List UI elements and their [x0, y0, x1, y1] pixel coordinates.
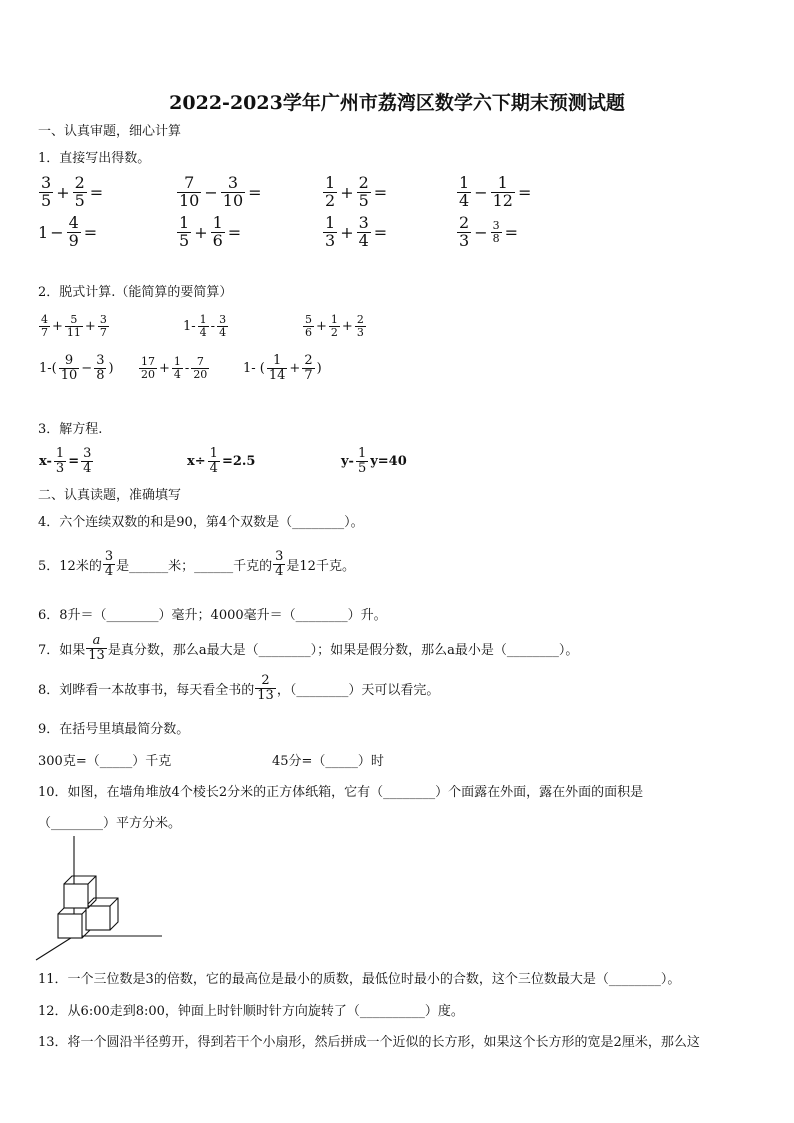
denominator: 2	[330, 325, 338, 339]
math-text: )	[316, 360, 322, 376]
denominator: 3	[459, 230, 470, 250]
fraction	[211, 212, 225, 250]
math-text: =	[83, 222, 98, 242]
q5-part-3: 是12千克。	[286, 558, 355, 574]
numerator: 3	[227, 172, 239, 192]
denominator: 3	[356, 325, 364, 339]
q9-item-a: 300克=（_____）千克	[38, 754, 172, 769]
q3-equation-1	[38, 441, 94, 481]
fraction	[356, 447, 368, 475]
numerator: 2	[261, 672, 270, 688]
numerator: 1	[55, 445, 65, 461]
denominator: 3	[325, 230, 336, 250]
math-text: −	[50, 222, 64, 242]
fraction	[73, 172, 87, 210]
denominator: 5	[357, 460, 367, 476]
q1-label: 1．直接写出得数。	[38, 151, 151, 166]
fraction	[59, 354, 80, 382]
denominator: 6	[305, 325, 312, 339]
expression	[302, 308, 367, 344]
fraction	[303, 314, 314, 338]
denominator: 10	[60, 367, 78, 383]
numerator: 3	[83, 445, 92, 461]
numerator: 3	[41, 172, 52, 192]
q3-label: 3．解方程.	[38, 422, 103, 437]
q8-text	[38, 668, 439, 708]
denominator: 4	[275, 563, 284, 579]
fraction	[94, 354, 106, 382]
numerator: 3	[219, 312, 227, 326]
denominator: 5	[41, 190, 52, 210]
fraction	[81, 447, 93, 475]
q7-part-1: 7．如果	[38, 642, 86, 658]
q5-part-1: 5．12米的	[38, 558, 102, 574]
q4-text: 4．六个连续双数的和是90，第4个双数是（________）。	[38, 515, 364, 530]
numerator: 3	[96, 352, 105, 368]
q8-part-1: 8．刘晔看一本故事书，每天看全书的	[38, 682, 255, 698]
section-2-heading: 二、认真读题，准确填写	[38, 488, 182, 503]
q1-row-1	[0, 172, 794, 212]
math-text: x-	[39, 453, 52, 469]
fraction	[491, 220, 502, 244]
numerator: 1	[459, 172, 470, 192]
numerator: 1	[212, 212, 223, 232]
q6-text: 6．8升＝（________）毫升；4000毫升＝（________）升。	[38, 608, 387, 623]
q3-equation-3	[340, 441, 408, 481]
q1-expression	[176, 212, 243, 252]
denominator: 4	[83, 460, 92, 476]
q1-expression	[38, 172, 105, 212]
math-text: +	[340, 222, 354, 242]
fraction	[177, 172, 201, 210]
numerator: 1	[357, 445, 367, 461]
expression	[138, 350, 210, 386]
fraction	[329, 314, 340, 338]
math-text: y-	[341, 453, 354, 469]
math-text: 1	[38, 222, 49, 242]
fraction	[267, 354, 288, 382]
denominator: 7	[304, 367, 313, 383]
numerator: 3	[492, 218, 500, 232]
q12-text: 12．从6:00走到8:00，钟面上时针顺时针方向旋转了（__________）度。	[38, 1004, 464, 1019]
numerator: 1	[179, 212, 190, 232]
denominator: 7	[99, 325, 107, 339]
fraction	[208, 447, 220, 475]
q1-row-2	[0, 212, 794, 252]
math-text: 1-(	[39, 360, 57, 376]
numerator: 1	[325, 212, 336, 232]
denominator: 3	[55, 460, 65, 476]
q10-line-2: （________）平方分米。	[38, 816, 182, 831]
math-text: +	[84, 318, 96, 334]
math-text: =2.5	[221, 453, 256, 469]
denominator: 4	[104, 563, 114, 579]
math-text: =	[248, 182, 262, 202]
q1-expression	[456, 172, 533, 212]
numerator: 3	[358, 212, 369, 232]
math-text: )	[108, 360, 114, 376]
fraction	[177, 212, 191, 250]
math-text: +	[316, 318, 327, 334]
expression	[38, 350, 115, 386]
math-text: 1- (	[243, 360, 265, 376]
math-text: =	[89, 182, 104, 202]
numerator: 5	[305, 312, 312, 326]
numerator: 1	[330, 312, 338, 326]
numerator: 7	[184, 172, 195, 192]
numerator: 1	[497, 172, 508, 192]
fraction	[98, 314, 109, 338]
denominator: 20	[141, 367, 155, 381]
numerator: 4	[41, 312, 48, 326]
q1-expression	[456, 212, 520, 252]
math-text: −	[81, 360, 93, 376]
fraction	[457, 172, 471, 210]
math-text: +	[159, 360, 170, 376]
numerator: 2	[304, 352, 313, 368]
fraction	[323, 172, 337, 210]
numerator: 2	[358, 172, 369, 192]
q3-equation-2	[186, 441, 256, 481]
expression	[182, 308, 229, 344]
math-text: −	[474, 222, 488, 242]
numerator: 4	[68, 212, 79, 232]
denominator: 10	[222, 190, 244, 210]
numerator: 2	[356, 312, 364, 326]
fraction	[39, 172, 53, 210]
fraction	[39, 314, 50, 338]
fraction	[191, 356, 209, 380]
q5-text	[38, 544, 355, 584]
q10-cube-figure	[30, 832, 170, 962]
denominator: 6	[212, 230, 223, 250]
fraction	[457, 212, 471, 250]
numerator: a	[92, 632, 101, 648]
denominator: 5	[74, 190, 85, 210]
q11-text: 11．一个三位数是3的倍数，它的最高位是最小的质数，最低位时最小的合数，这个三位数最大是（________）。	[38, 972, 681, 987]
q5-fraction-1	[103, 550, 115, 578]
denominator: 10	[179, 190, 200, 210]
denominator: 8	[492, 231, 500, 245]
numerator: 3	[275, 548, 284, 564]
fraction	[221, 172, 245, 210]
section-1-heading: 一、认真审题，细心计算	[38, 124, 182, 139]
denominator: 12	[492, 190, 513, 210]
denominator: 4	[358, 230, 369, 250]
q7-fraction	[86, 634, 107, 662]
denominator: 13	[88, 647, 105, 663]
page-title: 2022-2023学年广州市荔湾区数学六下期末预测试题	[169, 92, 625, 114]
q1-expression	[322, 212, 389, 252]
denominator: 9	[68, 230, 79, 250]
math-text: y=40	[370, 453, 407, 469]
q2-label: 2．脱式计算.（能简算的要简算）	[38, 285, 233, 300]
math-text: =	[227, 222, 242, 242]
math-text: +	[52, 318, 63, 334]
fraction	[172, 356, 183, 380]
numerator: 5	[70, 312, 78, 326]
denominator: 4	[199, 325, 207, 339]
fraction	[357, 172, 371, 210]
denominator: 4	[459, 190, 470, 210]
numerator: 1	[273, 352, 282, 368]
fraction	[357, 212, 371, 250]
q1-expression	[322, 172, 389, 212]
fraction	[302, 354, 314, 382]
math-text: =	[68, 453, 80, 469]
q8-part-2: ，（________）天可以看完。	[276, 682, 440, 698]
math-text: =	[504, 222, 518, 242]
denominator: 20	[193, 367, 208, 381]
q9-item-b: 45分=（_____）时	[272, 754, 384, 769]
numerator: 7	[196, 354, 204, 368]
numerator: 1	[209, 445, 218, 461]
fraction	[217, 314, 228, 338]
q2-row-1	[0, 308, 794, 344]
math-text: =	[373, 182, 388, 202]
fraction	[198, 314, 209, 338]
numerator: 2	[74, 172, 85, 192]
math-text: +	[341, 318, 353, 334]
denominator: 14	[268, 367, 286, 383]
math-text: x÷	[187, 453, 206, 469]
math-text: +	[340, 182, 354, 202]
math-text: -	[210, 318, 216, 334]
math-text: −	[204, 182, 218, 202]
q13-text: 13．将一个圆沿半径剪开，得到若干个小扇形，然后拼成一个近似的长方形，如果这个长方形的宽是2厘米，那么这	[38, 1035, 700, 1050]
denominator: 4	[209, 460, 218, 476]
q1-expression	[176, 172, 264, 212]
math-text: =	[373, 222, 388, 242]
math-text: 1-	[183, 318, 196, 334]
numerator: 3	[104, 548, 114, 564]
q7-text	[38, 628, 578, 668]
fraction	[491, 172, 515, 210]
math-text: +	[194, 222, 208, 242]
q7-part-2: 是真分数，那么a最大是（________）；如果是假分数，那么a最小是（________）。	[107, 642, 579, 658]
denominator: 5	[358, 190, 369, 210]
q5-part-2: 是______米；______千克的	[116, 558, 273, 574]
fraction	[323, 212, 337, 250]
numerator: 9	[64, 352, 74, 368]
denominator: 8	[96, 367, 105, 383]
math-text: +	[289, 360, 301, 376]
q1-expression	[38, 212, 99, 252]
fraction	[54, 447, 66, 475]
math-text: −	[474, 182, 488, 202]
q9-label: 9．在括号里填最简分数。	[38, 722, 190, 737]
q10-line-1: 10．如图，在墙角堆放4个棱长2分米的正方体纸箱，它有（________）个面露在外面，露在外面的面积是	[38, 785, 644, 800]
fraction	[65, 314, 83, 338]
expression	[242, 350, 323, 386]
numerator: 1	[173, 354, 181, 368]
numerator: 17	[141, 354, 155, 368]
math-text: +	[56, 182, 70, 202]
math-text: =	[517, 182, 532, 202]
denominator: 2	[325, 190, 336, 210]
q2-row-2	[0, 350, 794, 386]
numerator: 3	[99, 312, 107, 326]
fraction	[355, 314, 366, 338]
denominator: 4	[219, 325, 227, 339]
q8-fraction	[255, 674, 276, 702]
numerator: 2	[459, 212, 470, 232]
fraction	[67, 212, 81, 250]
denominator: 4	[173, 367, 181, 381]
denominator: 11	[66, 325, 81, 339]
math-text: -	[184, 360, 190, 376]
denominator: 7	[41, 325, 48, 339]
denominator: 13	[257, 687, 274, 703]
numerator: 1	[325, 172, 336, 192]
expression	[38, 308, 110, 344]
numerator: 1	[199, 312, 207, 326]
fraction	[139, 356, 157, 380]
q5-fraction-2	[273, 550, 285, 578]
denominator: 5	[179, 230, 190, 250]
